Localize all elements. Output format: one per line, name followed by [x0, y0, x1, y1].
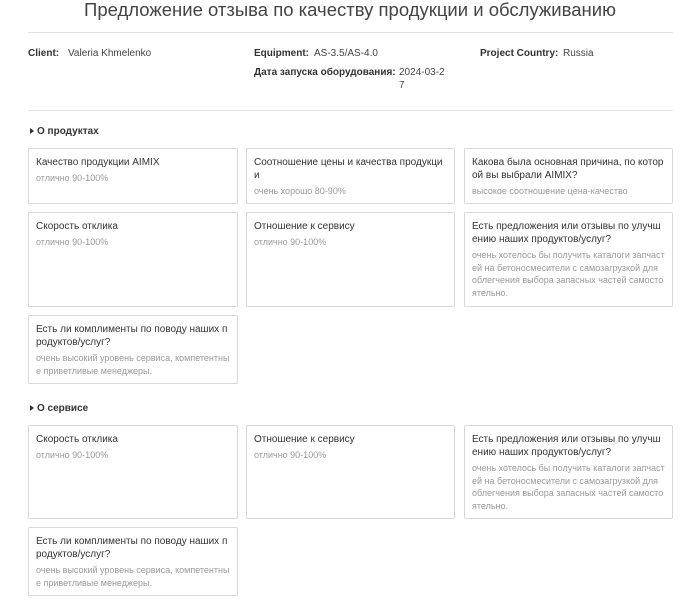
- card-answer: отлично 90-100%: [254, 237, 327, 247]
- card-question: Соотношение цены и качества продукции: [254, 157, 443, 181]
- card-question: Есть ли комплименты по поводу наших продуктов/услуг?: [36, 324, 228, 348]
- card-question: Отношение к сервису: [254, 434, 355, 445]
- card-answer: очень хотелось бы получить каталоги запчастей на бетоносмесители с самозагрузкой для облегчения выбора запасных частей самостоятельно.: [472, 463, 665, 511]
- feedback-card: [246, 148, 455, 204]
- feedback-card: [464, 212, 673, 307]
- feedback-card: [246, 425, 455, 519]
- meta-divider: [28, 110, 673, 111]
- card-answer: очень хотелось бы получить каталоги запчастей на бетоносмесители с самозагрузкой для облегчения выбора запасных частей самостоятельно.: [472, 250, 665, 298]
- client-value: Valeria Khmelenko: [68, 48, 152, 59]
- card-answer: очень высокий уровень сервиса, компетентные приветливые менеджеры.: [36, 353, 230, 376]
- card-question: Есть ли комплименты по поводу наших продуктов/услуг?: [36, 536, 228, 560]
- card-answer: высокое соотношение цена-качество: [472, 186, 628, 196]
- card-answer: отлично 90-100%: [36, 237, 109, 247]
- feedback-card: [464, 425, 673, 519]
- card-question: Скорость отклика: [36, 434, 118, 445]
- section-title: О сервисе: [37, 403, 89, 414]
- feedback-card: [28, 527, 238, 596]
- header-divider: [28, 32, 673, 33]
- start-date-value: 2024-03-27: [399, 67, 445, 91]
- card-answer: отлично 90-100%: [36, 173, 109, 183]
- feedback-card: [28, 315, 238, 384]
- card-answer: очень высокий уровень сервиса, компетентные приветливые менеджеры.: [36, 565, 230, 588]
- card-answer: отлично 90-100%: [254, 450, 327, 460]
- card-question: Есть предложения или отзывы по улучшению наших продуктов/услуг?: [472, 221, 661, 245]
- card-question: Какова была основная причина, по которой вы выбрали AIMIX?: [472, 157, 664, 181]
- card-question: Скорость отклика: [36, 221, 118, 232]
- client-label: Client:: [28, 48, 60, 59]
- card-answer: отлично 90-100%: [36, 450, 109, 460]
- equipment-label: Equipment:: [254, 48, 309, 59]
- card-question: Отношение к сервису: [254, 221, 355, 232]
- card-question: Есть предложения или отзывы по улучшению наших продуктов/услуг?: [472, 434, 661, 458]
- feedback-card: [464, 148, 673, 204]
- page-title: Предложение отзыва по качеству продукции и обслуживанию: [84, 0, 616, 20]
- card-question: Качество продукции AIMIX: [36, 157, 160, 168]
- country-value: Russia: [563, 48, 594, 59]
- feedback-card: [28, 425, 238, 519]
- feedback-card: [246, 212, 455, 307]
- caret-right-icon: [30, 128, 34, 134]
- card-answer: очень хорошо 80-90%: [254, 186, 346, 196]
- feedback-card: [28, 148, 238, 204]
- equipment-value: AS-3.5/AS-4.0: [314, 48, 378, 59]
- country-label: Project Country:: [480, 48, 559, 59]
- section-header-service[interactable]: [30, 402, 88, 415]
- feedback-card: [28, 212, 238, 307]
- start-date-label: Дата запуска оборудования:: [254, 67, 396, 78]
- section-title: О продуктах: [37, 126, 99, 137]
- caret-right-icon: [30, 405, 34, 411]
- section-header-products[interactable]: [30, 125, 99, 138]
